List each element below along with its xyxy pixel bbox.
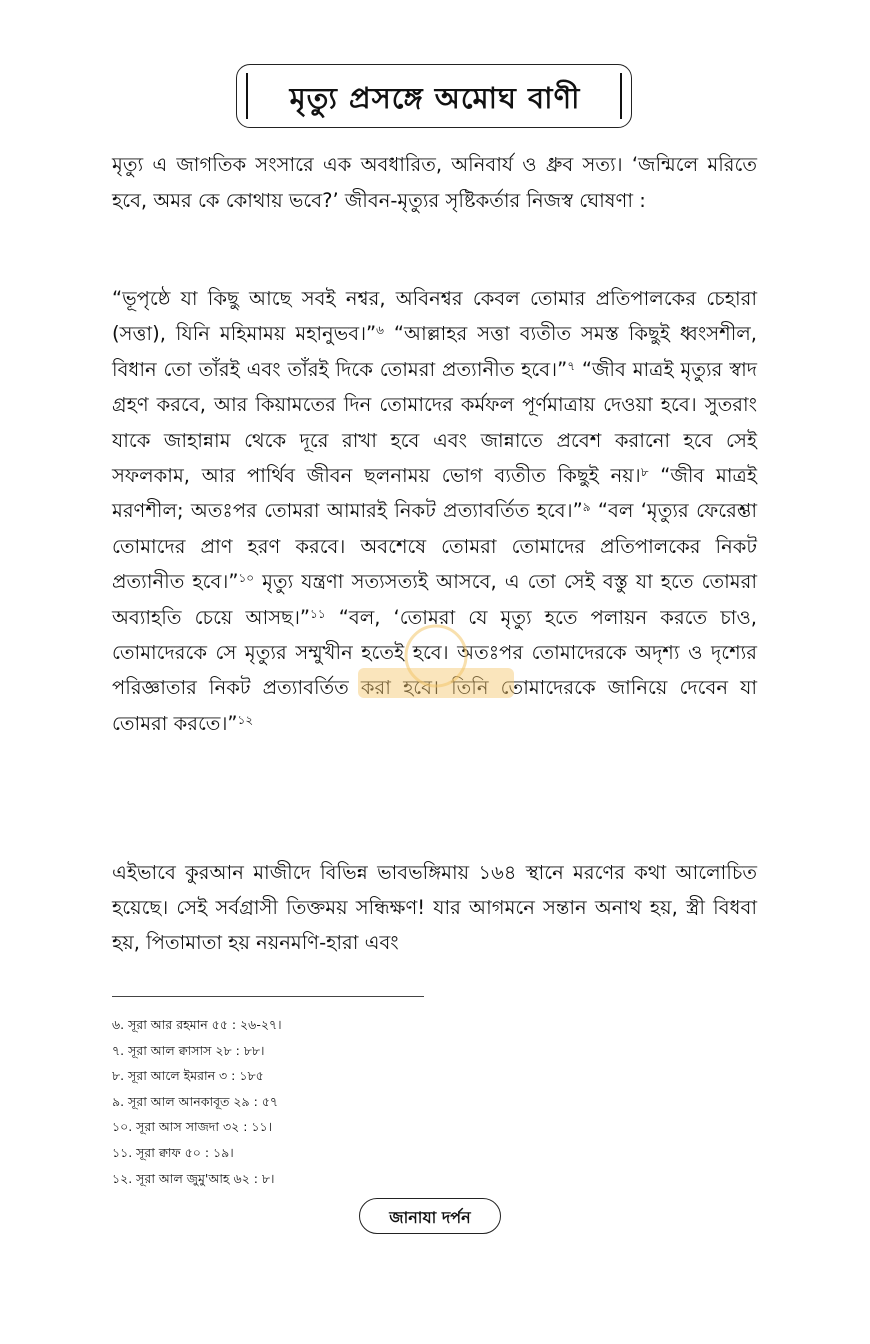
footnote-item: ৯. সূরা আল আনকাবূত ২৯ : ৫৭: [112, 1093, 279, 1109]
footnote-item: ১২. সূরা আল জুমু'আহ ৬২ : ৮।: [112, 1170, 275, 1186]
footnote-item: ১০. সূরা আস সাজদা ৩২ : ১১।: [112, 1119, 273, 1135]
quote-1: “ভূপৃষ্ঠে যা কিছু আছে সবই নশ্বর, অবিনশ্বর কেবল তোমার প্রতিপালকের চেহারা (সত্তা), যিনি মহিমাময় মহানুভব।”: [112, 287, 757, 346]
watermark-banner: [358, 668, 514, 698]
quote-3: “জীব মাত্রই মৃত্যুর স্বাদ গ্রহণ করবে, আর কিয়ামতের দিন তোমাদের কর্মফল পূর্ণমাত্রায় দেওয়া হবে। সুতরাং যাকে জাহান্নাম থেকে দূরে রাখা হবে এবং জান্নাতে প্রবেশ করানো হবে সেই সফলকাম, আর পার্থিব জীবন ছলনাময় ভোগ ব্যতীত কিছুই নয়।: [112, 357, 757, 488]
footnote-ref-7: ৭: [567, 358, 575, 373]
closing-paragraph: এইভাবে কুরআন মাজীদে বিভিন্ন ভাবভঙ্গিমায় ১৬৪ স্থানে মরণের কথা আলোচিত হয়েছে। সেই সর্বগ্রাসী তিক্তময় সন্ধিক্ষণ! যার আগমনে সন্তান অনাথ হয়, স্ত্রী বিধবা হয়, পিতামাতা হয় নয়নমণি-হারা এবং: [112, 861, 757, 954]
book-title-badge: [359, 1198, 501, 1234]
footnote-item: ৮. সূরা আলে ইমরান ৩ : ১৮৫: [112, 1068, 264, 1084]
footnote-ref-12: ১২: [237, 712, 254, 727]
footnote-item: ১১. সূরা ক্বাফ ৫০ : ১৯।: [112, 1144, 234, 1160]
footnote-item: ৭. সূরা আল ক্বাসাস ২৮ : ৮৮।: [112, 1042, 265, 1058]
footnote-ref-11: ১১: [310, 606, 326, 621]
footnote-ref-10: ১০: [238, 571, 255, 586]
quote-2: “আল্লাহর সত্তা ব্যতীত সমস্ত কিছুই ধ্বংসশীল, বিধান তো তাঁরই এবং তাঁরই দিকে তোমরা প্রত্যানীত হবে।”: [112, 322, 757, 381]
footnote-item: ৬. সূরা আর রহমান ৫৫ : ২৬-২৭।: [112, 1017, 282, 1032]
footnote-list: [112, 1012, 512, 1191]
intro-paragraph: মৃত্যু এ জাগতিক সংসারে এক অবধারিত, অনিবার্য ও ধ্রুব সত্য। ‘জন্মিলে মরিতে হবে, অমর কে কোথায় ভবে?’ জীবন-মৃত্যুর সৃষ্টিকর্তার নিজস্ব ঘোষণা :: [112, 153, 757, 212]
quote-6: মৃত্যু যন্ত্রণা সত্যসত্যই আসবে, এ তো সেই বস্তু যা হতে তোমরা অব্যাহতি চেয়ে আসছ।”: [112, 570, 757, 629]
quote-4: “জীব মাত্রই মরণশীল; অতঃপর তোমরা আমারই নিকট প্রত্যাবর্তিত হবে।”: [112, 464, 757, 523]
quote-7: “বল, ‘তোমরা যে মৃত্যু হতে পলায়ন করতে চাও, তোমাদেরকে সে মৃত্যুর সম্মুখীন হতেই হবে। অতঃপর তোমাদেরকে অদৃশ্য ও দৃশ্যের পরিজ্ঞাতার নিকট প্রত্যাবর্তিত করা হবে। তিনি তোমাদেরকে জানিয়ে দেবেন যা তোমরা করতে।”: [112, 605, 757, 735]
footnote-ref-6: ৬: [376, 323, 384, 338]
footnote-ref-8: ৮: [640, 465, 649, 480]
quote-5: “বল ‘মৃত্যুর ফেরেশ্তা তোমাদের প্রাণ হরণ করবে। অবশেষে তোমরা তোমাদের প্রতিপালকের নিকট প্রত্যানীত হবে।”: [112, 499, 757, 594]
footnote-divider: [112, 996, 424, 997]
book-title-label: জানাযা দর্পন: [389, 1208, 471, 1227]
watermark-logo: [352, 616, 520, 712]
title-frame: [236, 64, 634, 130]
footnote-ref-9: ৯: [582, 500, 591, 515]
page-title: মৃত্যু প্রসঙ্গে অমোঘ বাণী: [289, 81, 581, 115]
